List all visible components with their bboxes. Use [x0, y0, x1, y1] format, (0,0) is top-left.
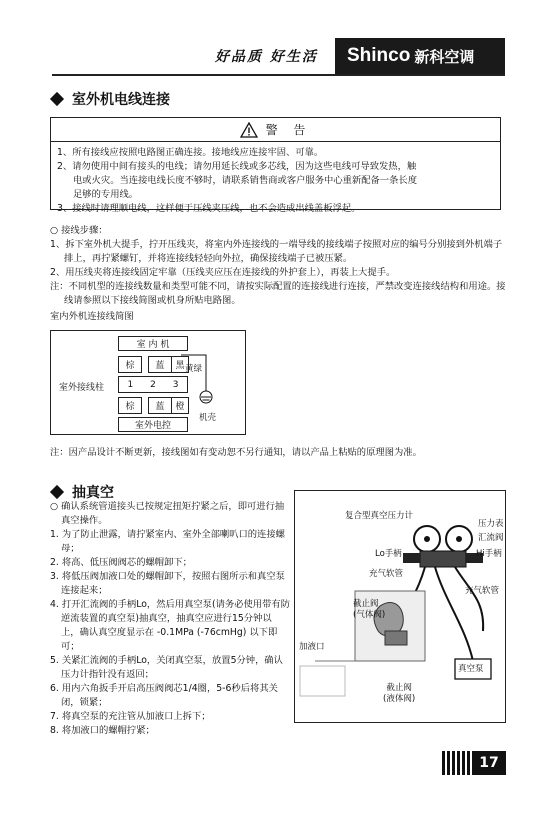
step-item: 8. 将加液口的螺帽拧紧； [50, 725, 155, 736]
brand-en: Shinco [347, 45, 411, 66]
step-item: 7. 将真空泵的充注管从加液口上拆下； [50, 711, 211, 722]
vacuum-pump-label: 真空泵 [458, 664, 484, 674]
steps-title: ○ 接线步骤： [50, 225, 108, 236]
chassis-label: 机壳 [199, 413, 217, 423]
step-item: 3. 将低压阀加液口处的螺帽卸下，按照右图所示和真空泵连接起来； [50, 571, 285, 596]
step-item: 1. 为了防止泄露，请拧紧室内、室外全部喇叭口的连接螺母； [50, 529, 285, 554]
terminal-number: 2 [150, 379, 156, 390]
header-rule [52, 74, 505, 76]
step-item: 4. 打开汇流阀的手柄Lo，然后用真空泵(请务必使用带有防逆流装置的真空泵)抽真空，抽真空应进行15分钟以上，确认真空度显示在 -0.1MPa (-76cmHg) 以下即可； [50, 599, 290, 652]
warning-header [51, 118, 500, 142]
wiring-steps [50, 224, 510, 308]
step-item: 2、用压线夹将连接线固定牢靠（压线夹应压在连接线的外护套上），再装上大提手。 [50, 267, 396, 278]
diagram-title: 室内外机连接线简图 [50, 311, 134, 322]
diamond-bullet-icon [50, 485, 64, 499]
lo-handle-label: Lo手柄 [375, 549, 402, 559]
stripe-decoration [442, 751, 472, 775]
page-number-badge [442, 751, 506, 775]
step-item: 1、拆下室外机大提手，拧开压线夹，将室内外连接线的一端导线的接线端子按照对应的编号分别接到外机端子排上，再拧紧螺钉，并将连接线轻轻向外拉，确保接线端子已被压紧。 [50, 239, 503, 264]
terminal-label: 室外接线柱 [59, 383, 105, 393]
step-item: 2. 将高、低压阀阀芯的螺帽卸下； [50, 557, 192, 568]
section-title-vacuum: 抽真空 [50, 482, 114, 502]
page-number: 17 [472, 751, 506, 775]
vacuum-steps [50, 500, 290, 738]
step-item: 5. 关紧汇流阀的手柄Lo，关闭真空泵，放置5分钟，确认压力计指针没有返回； [50, 655, 283, 680]
wire-label: 蓝 [148, 397, 172, 414]
outdoor-control-box: 室外电控 [118, 417, 188, 432]
hose-label: 充气软管 [465, 586, 500, 596]
warning-text [51, 142, 500, 216]
warning-box [50, 117, 501, 214]
brand-logo [335, 38, 505, 74]
warning-line: 2、请勿使用中间有接头的电线；请勿用延长线或多芯线，因为这些电线可导致发热，触 [57, 161, 417, 172]
gauge-label: 复合型真空压力计 [345, 511, 414, 521]
warning-line: 1、所有接线应按照电路图正确连接。接地线应连接牢固、可靠。 [57, 147, 324, 158]
step-item: ○ 确认系统管道接头已按规定扭矩拧紧之后，即可进行抽真空操作。 [50, 501, 285, 526]
vacuum-figure [294, 490, 506, 723]
step-item: 6. 用内六角扳手开启高压阀阀芯1/4圈，5-6秒后将其关闭，锁紧； [50, 683, 278, 708]
hose-label: 充气软管 [369, 569, 404, 579]
note-text: 注：因产品设计不断更新，接线图如有变动恕不另行通知，请以产品上粘贴的原理图为准。 [50, 447, 422, 458]
yellow-green-label: 黄绿 [185, 364, 203, 374]
terminal-number: 3 [172, 379, 179, 390]
manifold-label: 汇流阀 [478, 533, 504, 543]
diamond-bullet-icon [50, 92, 64, 106]
warning-title: 警 告 [265, 123, 312, 137]
section-title-wiring: 室外机电线连接 [50, 89, 170, 109]
liquid-stop-valve-label: 截止阀 (液体阀) [383, 683, 416, 704]
wiring-diagram [50, 330, 246, 435]
brand-cn: 新科空调 [414, 47, 475, 66]
wire-label: 棕 [118, 397, 142, 414]
wire-label: 黑 [172, 356, 189, 373]
terminal-number: 1 [127, 379, 134, 390]
warning-line: 3、接线时请理顺电线，这样便于压线夹压线，也不会造成出线盖板浮起。 [57, 203, 361, 214]
page-header [0, 38, 559, 74]
wire-label: 橙 [172, 397, 189, 414]
slogan: 好品质 好生活 [215, 49, 318, 65]
hi-handle-label: Hi手柄 [476, 549, 502, 559]
wire-label: 蓝 [148, 356, 172, 373]
wire-label: 棕 [118, 356, 142, 373]
gas-stop-valve-label: 截止阀 (气体阀) [353, 599, 386, 620]
warning-line: 足够的专用线。 [73, 189, 139, 200]
indoor-unit-box: 室 内 机 [118, 336, 188, 351]
note-item: 注：不同机型的连接线数量和类型可能不同，请按实际配置的连接线进行连接，严禁改变连接线结构和用途。接线请参照以下接线简图或机身所贴电路图。 [50, 281, 506, 306]
warning-line: 电或火灾。当连接电线长度不够时，请联系销售商或客户服务中心重新配备一条长度 [73, 175, 417, 186]
pressure-gauge-label: 压力表 [478, 519, 504, 529]
charge-port-label: 加液口 [299, 642, 325, 652]
warning-triangle-icon [240, 122, 258, 138]
ground-wire-icon [171, 351, 231, 416]
